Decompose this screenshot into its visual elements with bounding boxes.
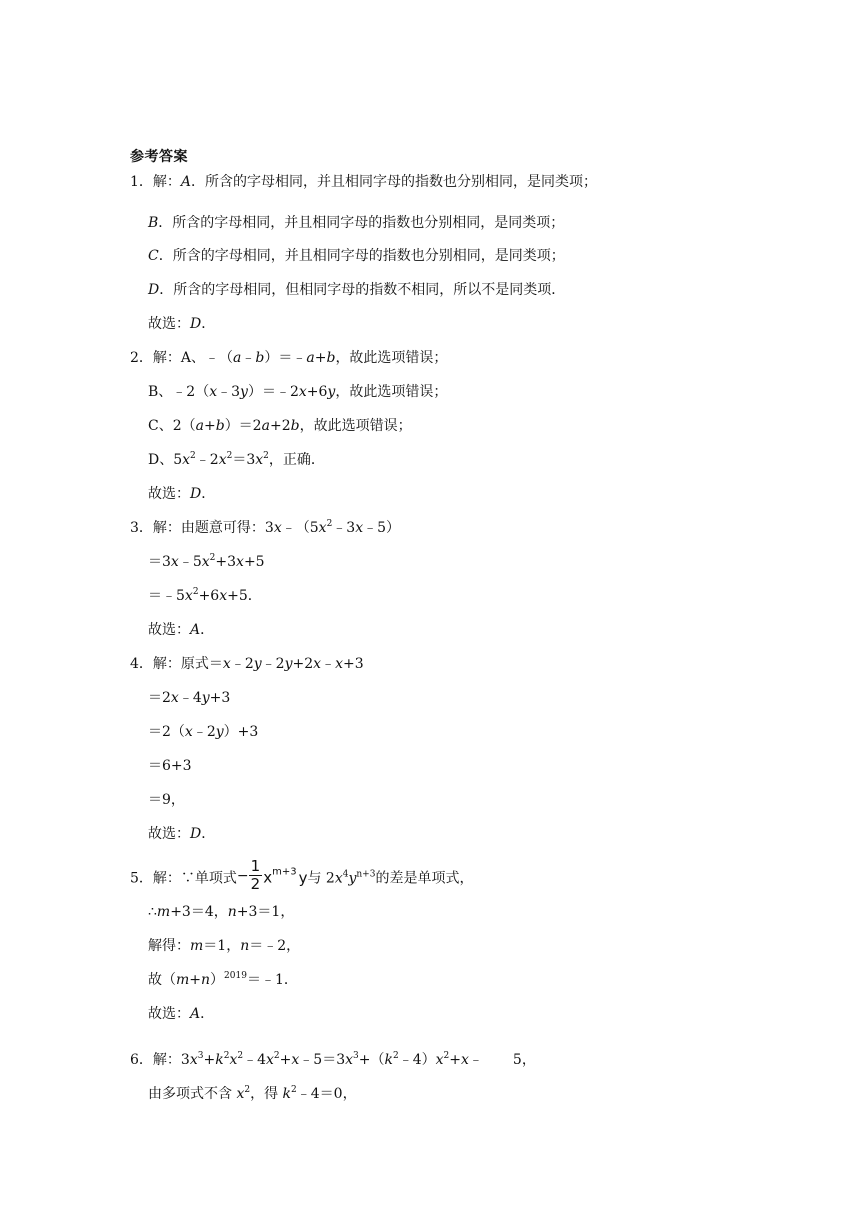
q2-a-prefix: A、﹣（ [180, 350, 234, 366]
q3-op: +3 [215, 554, 237, 570]
q6-var: x [236, 1086, 245, 1102]
q2-var: a [306, 350, 315, 366]
q3-op: ﹣5 [178, 554, 202, 570]
q5-choice-prefix: 故选： [148, 1006, 190, 1022]
q4-op: +3 [342, 656, 364, 672]
q5-op: ＝﹣1． [246, 972, 298, 988]
q2-var: x [255, 452, 264, 468]
q6-op: ﹣ [468, 1052, 483, 1068]
q2-d-prefix: D、5 [148, 452, 183, 468]
q6-op: + [279, 1052, 292, 1068]
q4-line-3 [148, 722, 258, 742]
q2-op: +6 [306, 384, 328, 400]
q4-choice-end: ． [201, 826, 216, 842]
q5-line-2 [148, 902, 294, 922]
q5-solve: 解得： [148, 938, 190, 954]
q4-var: y [284, 656, 293, 672]
q5-therefore: ∴ [148, 904, 157, 920]
section-heading: 参考答案 [130, 149, 188, 165]
q3-var: x [184, 588, 193, 604]
q4-var: x [184, 724, 193, 740]
q4-op: +2 [292, 656, 314, 672]
q4-line-4: ＝6+3 [148, 758, 192, 774]
q2-op: ﹣3 [217, 384, 241, 400]
q3-op: ＝3 [148, 554, 171, 570]
q2-line-a [130, 348, 447, 368]
q1-option-d: D [148, 282, 160, 298]
q3-var: x [201, 554, 210, 570]
q6-exponent: 2 [244, 1085, 251, 1095]
q3-var: x [355, 520, 364, 536]
q5-op: ） [210, 972, 225, 988]
q2-var: b [326, 350, 336, 366]
q4-number: 4． [130, 656, 153, 672]
q5-choice [148, 1004, 214, 1024]
q4-var: x [313, 656, 322, 672]
q5-var: n [240, 938, 250, 954]
q2-var: y [327, 384, 336, 400]
q1-line-b [148, 213, 564, 233]
q5-mono-exponent: m+3 [272, 866, 297, 878]
q2-a-end: ，故此选项错误； [335, 350, 448, 366]
q4-choice-prefix: 故选： [148, 826, 190, 842]
q3-line-3 [148, 586, 262, 606]
q1-jie: 解： [152, 174, 181, 190]
q6-op: ﹣4＝0， [296, 1086, 357, 1102]
q4-op: ﹣2 [230, 656, 254, 672]
q3-choice-prefix: 故选： [148, 622, 190, 638]
q3-op: +5 [243, 554, 265, 570]
q2-choice [148, 484, 215, 504]
q3-var: x [318, 520, 327, 536]
q5-op: ＝1， [203, 938, 241, 954]
q4-var: x [335, 656, 343, 672]
q4-var: y [253, 656, 262, 672]
q4-line-1 [130, 654, 364, 674]
q1-choice-letter: D [190, 316, 202, 332]
q2-b-prefix: B、﹣2（ [148, 384, 210, 400]
q1-option-b: B [148, 215, 159, 231]
q1-line-c [148, 246, 565, 266]
q2-op: ﹣2 [195, 452, 219, 468]
q2-op: + [314, 350, 327, 366]
q5-op: + [189, 972, 202, 988]
q5-line-1 [130, 857, 474, 896]
q6-var: x [229, 1052, 238, 1068]
q3-exponent: 2 [209, 553, 216, 563]
q2-var: x [298, 384, 307, 400]
q1-c-text: ．所含的字母相同，并且相同字母的指数也分别相同，是同类项； [158, 248, 565, 264]
q3-line-2 [148, 552, 265, 572]
q2-var: x [218, 452, 227, 468]
q6-jie: 解：3 [152, 1052, 190, 1068]
q6-exponent: 2 [223, 1051, 230, 1061]
q5-var: n [201, 972, 211, 988]
q3-exponent: 2 [326, 519, 333, 529]
q1-line-a [130, 172, 597, 192]
q6-op: ﹣4 [243, 1052, 266, 1068]
q6-op: 5， [512, 1052, 536, 1068]
q6-line-2 [148, 1084, 357, 1104]
q6-exponent: 2 [291, 1085, 297, 1095]
q4-choice-letter: D [190, 826, 202, 842]
q5-var: y [348, 870, 357, 887]
q1-b-text: ．所含的字母相同，并且相同字母的指数也分别相同，是同类项； [158, 215, 565, 231]
q2-choice-end: ． [201, 486, 216, 502]
q5-number: 5． [130, 870, 153, 887]
q6-text: 由多项式不含 [148, 1086, 237, 1102]
q3-choice [148, 620, 214, 640]
q6-var: x [461, 1052, 469, 1068]
q5-choice-letter: A [190, 1006, 201, 1022]
q5-line-4 [148, 970, 298, 990]
q6-op: +（ [358, 1052, 385, 1068]
q1-choice [148, 314, 215, 334]
q2-choice-letter: D [190, 486, 202, 502]
q6-var: x [435, 1052, 444, 1068]
q2-choice-prefix: 故选： [148, 486, 190, 502]
q2-exponent: 2 [226, 451, 233, 461]
q3-op: ﹣5） [363, 520, 401, 536]
q6-line-1 [130, 1050, 536, 1070]
q2-op: ）＝2 [224, 418, 262, 434]
q2-op: ＝3 [232, 452, 256, 468]
q6-exponent: 3 [197, 1051, 204, 1061]
q3-number: 3． [130, 520, 153, 536]
q5-choice-end: ． [200, 1006, 215, 1022]
q6-exponent: 2 [273, 1051, 280, 1061]
q5-frac-numerator: 1 [250, 857, 261, 875]
q2-exponent: 2 [263, 451, 269, 461]
q4-var: x [222, 656, 231, 672]
q3-choice-end: ． [200, 622, 215, 638]
q1-line-d [148, 280, 565, 300]
q2-op: ）＝﹣ [264, 350, 307, 366]
q1-d-text: ．所含的字母相同，但相同字母的指数不相同，所以不是同类项． [159, 282, 566, 298]
q6-text: ，得 [250, 1086, 283, 1102]
q3-exponent: 2 [192, 587, 199, 597]
q1-a-text: ．所含的字母相同，并且相同字母的指数也分别相同，是同类项； [191, 174, 598, 190]
q6-exponent: 3 [353, 1051, 359, 1061]
q4-op: +3 [209, 690, 231, 706]
q3-op: +6 [198, 588, 220, 604]
q6-op: + [203, 1052, 216, 1068]
q1-choice-end: ． [201, 316, 216, 332]
q3-op: ﹣（5 [281, 520, 319, 536]
q2-op: +2 [269, 418, 291, 434]
q5-var: m [176, 972, 190, 988]
q5-frac-sign: − [236, 867, 249, 884]
q4-op: ﹣2 [192, 724, 216, 740]
q4-op: ＝2 [148, 690, 171, 706]
q4-op: ﹣4 [178, 690, 202, 706]
q5-op: ＝﹣2， [249, 938, 301, 954]
q4-var: y [201, 690, 210, 706]
q6-var: x [189, 1052, 198, 1068]
q2-b-end: ，故此选项错误； [335, 384, 448, 400]
q5-var: x [334, 870, 343, 887]
q1-option-a: A [180, 174, 192, 190]
q4-var: y [215, 724, 224, 740]
q4-var: x [170, 690, 179, 706]
q2-d-end: ，正确． [268, 452, 325, 468]
q6-op: ﹣5＝3 [299, 1052, 346, 1068]
q6-var: x [291, 1052, 300, 1068]
q2-var: b [290, 418, 300, 434]
q4-choice [148, 824, 215, 844]
q2-var: a [195, 418, 204, 434]
q2-var: x [182, 452, 191, 468]
q2-line-b [148, 382, 447, 402]
q6-op: ﹣4） [398, 1052, 436, 1068]
q5-op: +3＝4， [170, 904, 228, 920]
q5-mono-x: x [263, 868, 273, 887]
q5-exponent: 2019 [224, 971, 247, 981]
q2-op: ﹣ [241, 350, 256, 366]
q6-exponent: 2 [443, 1051, 450, 1061]
q2-var: x [209, 384, 218, 400]
q2-line-c [148, 416, 412, 436]
q6-var: k [384, 1052, 393, 1068]
q1-number: 1． [130, 174, 153, 190]
q5-op: +3＝1， [236, 904, 295, 920]
q5-fraction [249, 858, 263, 893]
q5-var: m [156, 904, 171, 920]
q1-option-c: C [148, 248, 159, 264]
q4-jie: 解：原式＝ [152, 656, 223, 672]
q5-op: 故（ [148, 972, 176, 988]
q4-op: ﹣2 [261, 656, 285, 672]
q6-op: + [449, 1052, 461, 1068]
q3-jie: 解：由题意可得：3 [152, 520, 274, 536]
q3-op: +5． [227, 588, 262, 604]
q1-choice-prefix: 故选： [148, 316, 190, 332]
q2-exponent: 2 [190, 451, 196, 461]
q4-op: ﹣ [321, 656, 336, 672]
q2-number: 2． [130, 350, 153, 366]
q6-var: k [282, 1086, 292, 1102]
q2-var: a [261, 418, 270, 434]
q5-exponent: 4 [342, 869, 349, 880]
q4-line-2 [148, 688, 230, 708]
q3-choice-letter: A [190, 622, 201, 638]
q5-mono-y: y [298, 868, 308, 887]
q6-number: 6． [130, 1052, 153, 1068]
q2-var: y [240, 384, 248, 400]
q5-exponent: n+3 [356, 869, 376, 880]
q5-var: n [227, 904, 237, 920]
q6-var: x [266, 1052, 274, 1068]
q6-var: x [345, 1052, 354, 1068]
q5-jie: 解：∵单项式 [152, 870, 237, 887]
q5-var: m [190, 938, 204, 954]
q2-var: b [215, 418, 225, 434]
q4-op: ）+3 [223, 724, 259, 740]
q2-c-prefix: C、2（ [148, 418, 196, 434]
q5-line-3 [148, 936, 300, 956]
q6-var: k [215, 1052, 224, 1068]
q3-var: x [236, 554, 244, 570]
q2-op: ）＝﹣2 [247, 384, 299, 400]
q6-exponent: 2 [237, 1051, 244, 1061]
q3-var: x [219, 588, 228, 604]
q2-op: + [203, 418, 216, 434]
q3-var: x [273, 520, 282, 536]
q4-op: ＝2（ [148, 724, 185, 740]
q5-with: 与 2 [307, 870, 335, 887]
q6-exponent: 2 [392, 1051, 399, 1061]
q3-op: ＝﹣5 [148, 588, 185, 604]
q2-var: a [233, 350, 242, 366]
q5-tail: 的差是单项式， [375, 870, 474, 887]
q2-var: b [255, 350, 265, 366]
q2-c-end: ，故此选项错误； [299, 418, 412, 434]
q5-frac-denominator: 2 [250, 875, 261, 893]
q2-line-d [148, 450, 325, 470]
q3-line-1 [130, 518, 400, 538]
q2-jie: 解： [152, 350, 181, 366]
q3-var: x [170, 554, 179, 570]
q3-op: ﹣3 [332, 520, 356, 536]
q4-line-5: ＝9， [148, 792, 185, 808]
